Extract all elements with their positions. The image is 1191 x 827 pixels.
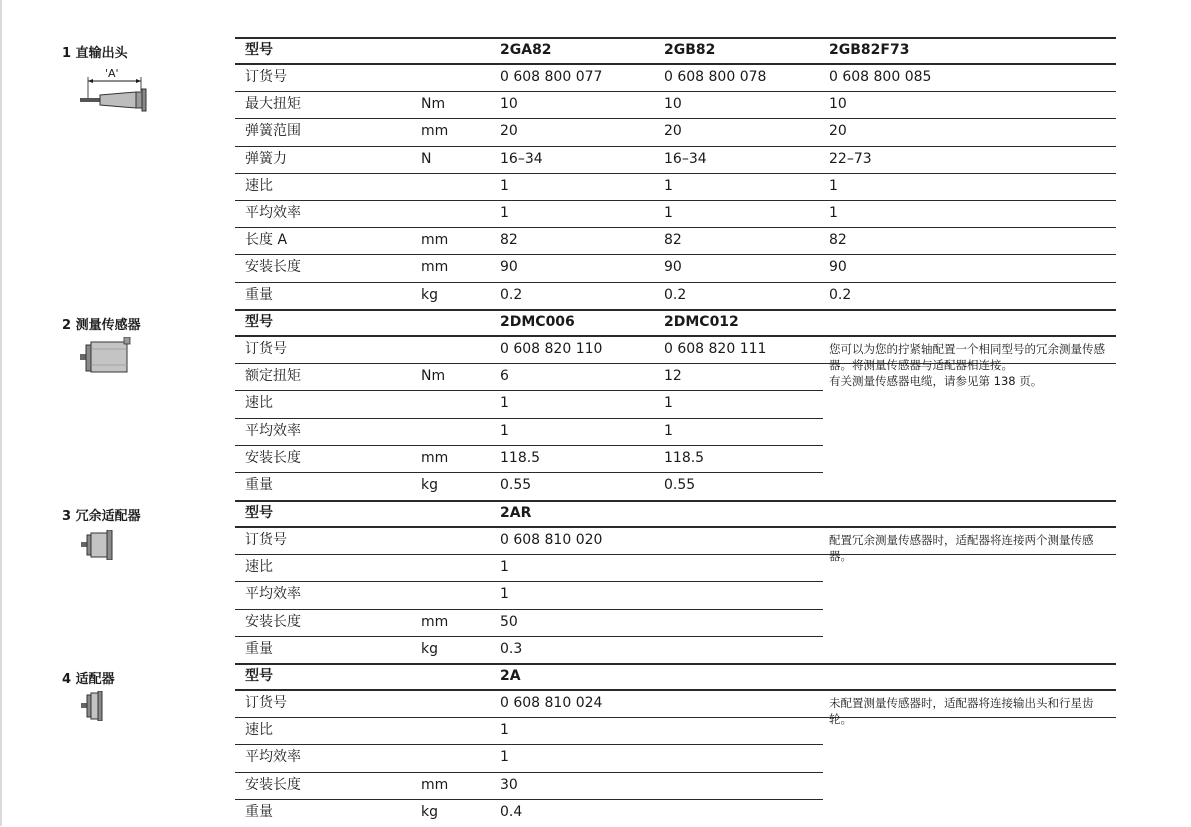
cell-value: 10 — [664, 96, 682, 113]
cell-value: 1 — [500, 422, 509, 439]
redundant-adapter-icon — [81, 530, 115, 560]
model-name: 2A — [500, 668, 521, 684]
cell-value: 1 — [664, 395, 673, 412]
cell-value: 1 — [500, 177, 509, 194]
cell-value: 118.5 — [664, 449, 705, 466]
table-header-row — [235, 37, 1116, 65]
section-title: 3 冗余适配器 — [62, 509, 141, 524]
row-unit: N — [421, 150, 432, 167]
row-label: 速比 — [245, 395, 273, 412]
row-label: 订货号 — [245, 695, 287, 711]
cell-value: 1 — [500, 559, 509, 576]
row-label: 速比 — [245, 722, 273, 739]
table-redundant-adapter — [235, 500, 1116, 664]
cell-value: 1 — [500, 586, 509, 603]
table-row — [235, 147, 1116, 174]
table-row — [235, 446, 823, 473]
row-unit: kg — [421, 640, 438, 657]
row-unit: mm — [421, 232, 449, 249]
table-row — [235, 718, 823, 745]
cell-value: 0.3 — [500, 640, 523, 657]
row-label: 重量 — [245, 476, 273, 493]
cell-value: 50 — [500, 613, 518, 630]
cell-value: 12 — [664, 368, 682, 385]
cell-value: 0 608 820 111 — [664, 341, 767, 357]
section-title: 1 直输出头 — [62, 46, 128, 61]
table-row — [235, 119, 1116, 146]
row-unit: mm — [421, 259, 449, 276]
row-unit: Nm — [421, 368, 446, 385]
table-row — [235, 364, 823, 391]
row-label: 弹簧力 — [245, 150, 287, 167]
cell-value: 1 — [500, 749, 509, 766]
table-measuring-sensor — [235, 309, 1116, 500]
row-unit: kg — [421, 286, 438, 303]
cell-value: 0.55 — [664, 476, 696, 493]
note-text: 有关测量传感器电缆，请参见第 138 页。 — [829, 374, 1043, 388]
cell-value: 20 — [829, 123, 847, 140]
row-label: 订货号 — [245, 341, 287, 357]
measuring-sensor-icon — [80, 337, 134, 377]
dimension-label: 'A' — [105, 67, 119, 80]
cell-value: 1 — [500, 722, 509, 739]
table-row — [235, 745, 823, 772]
model-name: 2AR — [500, 505, 532, 521]
row-label: 订货号 — [245, 532, 287, 548]
row-label: 重量 — [245, 803, 273, 820]
row-label: 订货号 — [245, 69, 287, 85]
row-label: 速比 — [245, 177, 273, 194]
row-label: 安装长度 — [245, 449, 301, 466]
table-row — [235, 582, 823, 609]
section-note — [829, 695, 1111, 727]
section-note — [829, 532, 1111, 564]
cell-value: 0.2 — [500, 286, 523, 303]
cell-value: 16–34 — [500, 150, 543, 167]
cell-value: 90 — [500, 259, 518, 276]
table-row — [235, 800, 823, 827]
row-label: 安装长度 — [245, 259, 301, 276]
table-row — [235, 555, 823, 582]
model-name: 2GB82 — [664, 42, 716, 58]
cell-value: 1 — [829, 177, 838, 194]
cell-value: 20 — [664, 123, 682, 140]
output-head-icon — [78, 65, 150, 115]
table-row — [235, 391, 823, 418]
cell-value: 82 — [664, 232, 682, 249]
table-header-row — [235, 500, 1116, 528]
cell-value: 1 — [829, 204, 838, 221]
row-unit: Nm — [421, 96, 446, 113]
header-label: 型号 — [245, 42, 273, 58]
cell-value: 0 608 800 085 — [829, 69, 932, 85]
cell-value: 0.4 — [500, 803, 523, 820]
table-row — [235, 473, 823, 500]
cell-value: 90 — [829, 259, 847, 276]
cell-value: 1 — [664, 177, 673, 194]
cell-value: 1 — [500, 204, 509, 221]
model-name: 2DMC012 — [664, 314, 739, 330]
page-edge — [0, 0, 2, 826]
table-row — [235, 610, 823, 637]
row-label: 长度 A — [245, 232, 288, 249]
row-label: 平均效率 — [245, 422, 301, 439]
table-row — [235, 773, 823, 800]
table-row — [235, 65, 1116, 92]
header-label: 型号 — [245, 668, 273, 684]
row-label: 最大扭矩 — [245, 96, 301, 113]
cell-value: 0 608 810 020 — [500, 532, 603, 548]
cell-value: 6 — [500, 368, 509, 385]
row-label: 速比 — [245, 559, 273, 576]
row-label: 额定扭矩 — [245, 368, 301, 385]
table-row — [235, 283, 1116, 310]
row-label: 平均效率 — [245, 749, 301, 766]
table-output-head — [235, 37, 1116, 310]
section-note — [829, 341, 1111, 389]
cell-value: 10 — [500, 96, 518, 113]
header-label: 型号 — [245, 314, 273, 330]
cell-value: 0 608 820 110 — [500, 341, 603, 357]
header-label: 型号 — [245, 505, 273, 521]
cell-value: 1 — [664, 422, 673, 439]
note-text: 您可以为您的拧紧轴配置一个相同型号的冗余测量传感器。将测量传感器与适配器相连接。 — [829, 342, 1105, 372]
note-text: 配置冗余测量传感器时，适配器将连接两个测量传感器。 — [829, 533, 1094, 563]
cell-value: 0.2 — [664, 286, 687, 303]
row-unit: kg — [421, 803, 438, 820]
cell-value: 0.55 — [500, 476, 532, 493]
row-unit: mm — [421, 776, 449, 793]
cell-value: 22–73 — [829, 150, 872, 167]
table-header-row — [235, 309, 1116, 337]
cell-value: 1 — [664, 204, 673, 221]
cell-value: 0 608 800 077 — [500, 69, 603, 85]
table-header-row — [235, 663, 1116, 691]
row-unit: kg — [421, 476, 438, 493]
table-row — [235, 228, 1116, 255]
cell-value: 82 — [829, 232, 847, 249]
table-adapter — [235, 663, 1116, 827]
table-row — [235, 255, 1116, 282]
cell-value: 90 — [664, 259, 682, 276]
model-name: 2GA82 — [500, 42, 552, 58]
model-name: 2DMC006 — [500, 314, 575, 330]
cell-value: 0 608 800 078 — [664, 69, 767, 85]
row-label: 平均效率 — [245, 204, 301, 221]
row-label: 平均效率 — [245, 586, 301, 603]
table-row — [235, 92, 1116, 119]
note-text: 未配置测量传感器时，适配器将连接输出头和行星齿轮。 — [829, 696, 1094, 726]
adapter-icon — [81, 691, 105, 721]
cell-value: 0.2 — [829, 286, 852, 303]
section-title: 2 测量传感器 — [62, 318, 141, 333]
row-unit: mm — [421, 613, 449, 630]
row-label: 安装长度 — [245, 776, 301, 793]
cell-value: 0 608 810 024 — [500, 695, 603, 711]
row-unit: mm — [421, 449, 449, 466]
cell-value: 16–34 — [664, 150, 707, 167]
row-label: 重量 — [245, 286, 273, 303]
table-row — [235, 174, 1116, 201]
row-label: 重量 — [245, 640, 273, 657]
table-row — [235, 419, 823, 446]
cell-value: 82 — [500, 232, 518, 249]
cell-value: 10 — [829, 96, 847, 113]
table-row — [235, 201, 1116, 228]
row-unit: mm — [421, 123, 449, 140]
row-label: 安装长度 — [245, 613, 301, 630]
cell-value: 20 — [500, 123, 518, 140]
cell-value: 118.5 — [500, 449, 541, 466]
table-row — [235, 637, 823, 664]
row-label: 弹簧范围 — [245, 123, 301, 140]
cell-value: 1 — [500, 395, 509, 412]
section-title: 4 适配器 — [62, 672, 115, 687]
cell-value: 30 — [500, 776, 518, 793]
model-name: 2GB82F73 — [829, 42, 910, 58]
